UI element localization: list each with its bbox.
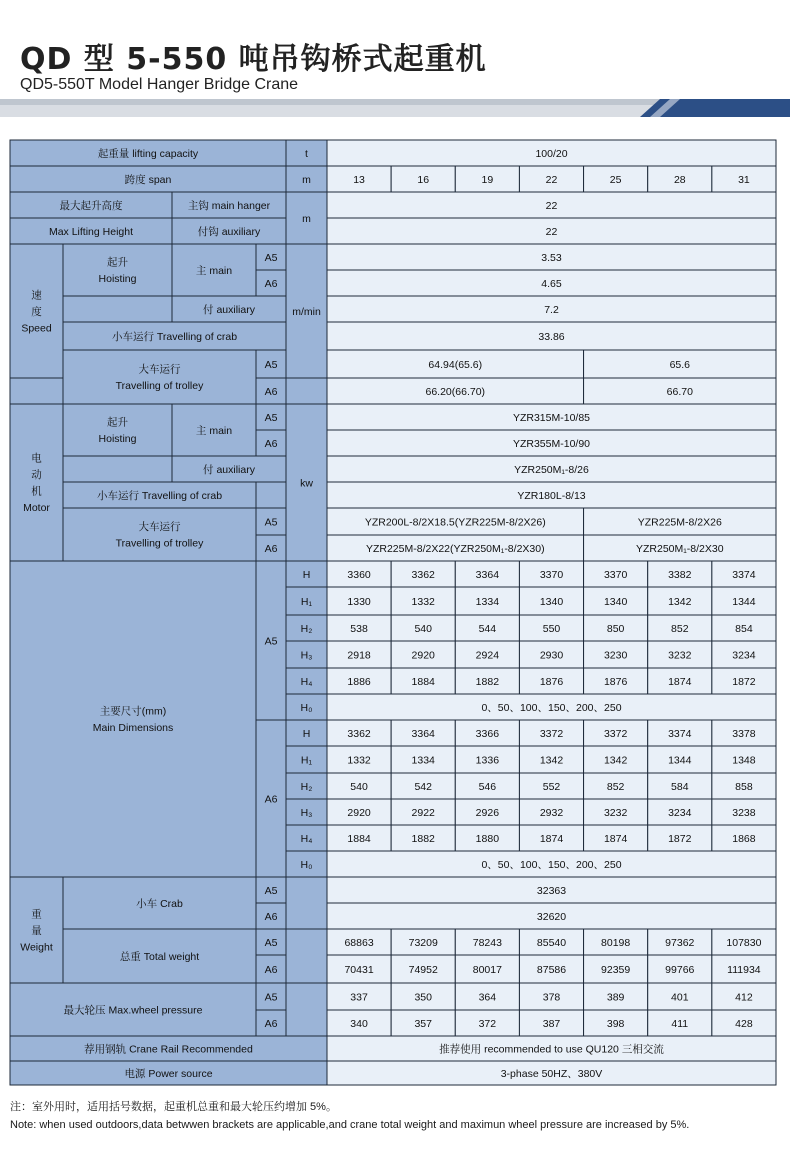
label-speed-crab-text: 小车运行 Travelling of crab [111, 330, 238, 343]
dim-value-text: 2932 [539, 806, 564, 819]
page-subtitle: QD5-550T Model Hanger Bridge Crane [20, 76, 299, 93]
value-motor-main-a6-text: YZR355M-10/90 [512, 437, 591, 450]
dim-value-text: 546 [478, 780, 497, 793]
label-span-text: 跨度 span [124, 173, 172, 186]
dim-value-text: 584 [671, 780, 689, 793]
unit-t-text: t [305, 147, 308, 160]
dim-value-text: 3360 [347, 568, 371, 581]
dim-label-text: H₃ [300, 649, 313, 662]
label-max-lift-zh-text: 最大起升高度 [59, 199, 123, 212]
label-motor-trolley-text: 大车运行 Travelling of trolley [115, 521, 204, 550]
label-motor-crab-text: 小车运行 Travelling of crab [96, 489, 223, 502]
dim-value-text: 1332 [347, 754, 371, 767]
label-motor-trolley [63, 508, 256, 561]
dim-label-text: H [302, 568, 311, 581]
grade-a6-text: A6 [264, 793, 278, 806]
value-crab-weight-a6-text: 32620 [536, 910, 567, 923]
dim-label-text: H₃ [300, 806, 313, 819]
label-motor-aux-text: 付 auxiliary [203, 463, 255, 476]
dim-label-text: H₄ [300, 832, 313, 845]
dim-value-text: 1344 [732, 595, 756, 608]
value-h0-text: 0、50、100、150、200、250 [481, 858, 622, 871]
value-motor-trolley-a5-left-text: YZR200L-8/2X18.5(YZR225M-8/2X26) [364, 516, 546, 529]
dim-value-text: 1884 [347, 832, 371, 845]
unit-m-span-text: m [302, 173, 311, 186]
dim-label-text: H₂ [300, 622, 313, 635]
value-hoist-main-a6-text: 4.65 [541, 277, 562, 290]
wheel-pressure-value-text: 411 [671, 1017, 689, 1030]
grade-a5-text: A5 [264, 358, 278, 371]
label-rail-text: 荐用钢轨 Crane Rail Recommended [84, 1043, 253, 1056]
value-main-height-text: 22 [545, 199, 558, 212]
value-capacity-text: 100/20 [535, 147, 568, 160]
span-value-text: 31 [738, 173, 750, 186]
label-dimensions [10, 561, 256, 877]
grade-a5-text: A5 [264, 884, 278, 897]
unit-kw-text: kw [300, 477, 313, 490]
dim-value-text: 538 [350, 622, 368, 635]
label-main-hanger-text: 主钩 main hanger [187, 199, 271, 212]
dim-value-text: 3232 [668, 649, 692, 662]
label-power-text: 电源 Power source [124, 1067, 213, 1080]
dim-label-h0-text: H₀ [300, 701, 313, 714]
grade-a5-text: A5 [264, 991, 278, 1004]
unit-m-height-text: m [302, 212, 311, 225]
total-weight-value-text: 78243 [472, 936, 502, 949]
dim-value-text: 1874 [603, 832, 628, 845]
total-weight-value-text: 107830 [726, 936, 762, 949]
wheel-pressure-value-text: 337 [350, 991, 368, 1004]
dim-value-text: 2918 [347, 649, 371, 662]
dim-value-text: 2924 [475, 649, 500, 662]
grade-a5-text: A5 [264, 635, 278, 648]
note-zh: 注：室外用时，适用括号数据，起重机总重和最大轮压约增加 5%。 [10, 1101, 337, 1113]
wheel-pressure-value-text: 357 [414, 1017, 432, 1030]
wheel-pressure-value-text: 387 [542, 1017, 561, 1030]
grade-a6-text: A6 [264, 1017, 278, 1030]
dim-value-text: 1876 [539, 675, 564, 688]
total-weight-value-text: 80017 [472, 963, 502, 976]
label-speed-trolley [63, 350, 256, 404]
total-weight-value-text: 80198 [601, 936, 631, 949]
value-crab-weight-a5-text: 32363 [536, 884, 567, 897]
value-motor-trolley-a6-right-text: YZR250M₁-8/2X30 [635, 542, 724, 555]
dim-value-text: 1340 [603, 595, 628, 608]
dim-value-text: 3364 [411, 727, 435, 740]
dim-value-text: 1334 [475, 595, 500, 608]
wheel-pressure-value-text: 401 [671, 991, 689, 1004]
label-motor-main-text: 主 main [195, 424, 233, 437]
label-speed-hoisting [63, 244, 172, 296]
dim-value-text: 1340 [539, 595, 564, 608]
label-total-weight-text: 总重 Total weight [119, 950, 200, 963]
blank-cell [63, 456, 172, 482]
blank-cell [256, 482, 286, 508]
grade-a6-text: A6 [264, 963, 278, 976]
dim-value-text: 3234 [668, 806, 692, 819]
total-weight-value-text: 68863 [344, 936, 374, 949]
dim-label-text: H [302, 727, 311, 740]
span-value-text: 28 [673, 173, 686, 186]
value-motor-trolley-a5-right-text: YZR225M-8/2X26 [637, 516, 722, 529]
dim-value-text: 3234 [732, 649, 756, 662]
dim-value-text: 1336 [475, 754, 500, 767]
dim-value-text: 3374 [732, 568, 756, 581]
dim-value-text: 850 [606, 622, 625, 635]
dim-value-text: 858 [735, 780, 753, 793]
blank-cell [286, 378, 327, 404]
dim-value-text: 3366 [475, 727, 500, 740]
dim-value-text: 540 [350, 780, 368, 793]
label-speed-trolley-text: 大车运行 Travelling of trolley [115, 363, 204, 393]
grade-a6-text: A6 [264, 910, 278, 923]
total-weight-value-text: 74952 [408, 963, 438, 976]
blank-cell [63, 296, 172, 322]
wheel-pressure-value-text: 364 [478, 991, 497, 1004]
value-motor-main-a5-text: YZR315M-10/85 [512, 411, 591, 424]
total-weight-value-text: 87586 [536, 963, 567, 976]
dim-value-text: 1332 [411, 595, 435, 608]
value-trolley-a5-left-text: 64.94(65.6) [428, 358, 483, 371]
value-motor-trolley-a6-left-text: YZR225M-8/2X22(YZR250M₁-8/2X30) [365, 542, 545, 555]
label-motor-hoisting [63, 404, 172, 456]
dim-value-text: 1882 [411, 832, 435, 845]
span-value-text: 16 [417, 173, 430, 186]
total-weight-value-text: 73209 [408, 936, 438, 949]
wheel-pressure-value-text: 412 [735, 991, 753, 1004]
grade-a5-text: A5 [264, 936, 278, 949]
dim-value-text: 1880 [475, 832, 500, 845]
dim-value-text: 3238 [732, 806, 756, 819]
label-speed-aux-text: 付 auxiliary [203, 303, 255, 316]
dim-value-text: 1342 [603, 754, 628, 767]
dim-label-text: H₁ [300, 754, 313, 767]
dim-value-text: 1884 [411, 675, 435, 688]
wheel-pressure-value-text: 398 [606, 1017, 625, 1030]
dim-value-text: 1330 [347, 595, 371, 608]
label-speed-hoisting-text: 起升 Hoisting [98, 256, 137, 286]
value-aux-height-text: 22 [545, 225, 558, 238]
value-hoist-aux-text: 7.2 [544, 303, 559, 316]
dim-value-text: 2920 [347, 806, 371, 819]
grade-a5-text: A5 [264, 411, 278, 424]
dim-value-text: 1342 [539, 754, 564, 767]
total-weight-value-text: 111934 [727, 963, 761, 976]
span-value-text: 19 [481, 173, 494, 186]
total-weight-value-text: 97362 [665, 936, 695, 949]
label-lifting-capacity-text: 起重量 lifting capacity [97, 147, 199, 160]
dim-value-text: 552 [542, 780, 561, 793]
unit-mmin-text: m/min [292, 305, 321, 318]
label-motor-text: 电动机 Motor [23, 452, 50, 515]
dim-value-text: 1874 [539, 832, 564, 845]
wheel-pressure-value-text: 378 [542, 991, 561, 1004]
label-weight-text: 重量 Weight [20, 908, 53, 954]
dim-label-h0-text: H₀ [300, 858, 313, 871]
dim-value-text: 1872 [732, 675, 756, 688]
value-trolley-a6-left-text: 66.20(66.70) [425, 385, 486, 398]
dim-value-text: 3370 [603, 568, 628, 581]
dim-value-text: 3374 [668, 727, 692, 740]
blank-cell [286, 877, 327, 929]
dim-value-text: 542 [414, 780, 432, 793]
dim-value-text: 3364 [475, 568, 500, 581]
total-weight-value-text: 70431 [344, 963, 374, 976]
dim-label-text: H₂ [300, 780, 313, 793]
dim-value-text: 3372 [603, 727, 628, 740]
span-value-text: 13 [353, 173, 365, 186]
dim-value-text: 3370 [539, 568, 564, 581]
dim-value-text: 854 [735, 622, 753, 635]
span-value-text: 22 [545, 173, 558, 186]
dim-value-text: 1868 [732, 832, 756, 845]
grade-a5-text: A5 [264, 516, 278, 529]
value-power-text: 3-phase 50HZ、380V [500, 1067, 603, 1080]
value-rail-text: 推荐使用 recommended to use QU120 三相交流 [439, 1043, 664, 1056]
dim-value-text: 2922 [411, 806, 435, 819]
grade-a5-text: A5 [264, 251, 278, 264]
blank-cell [10, 378, 63, 404]
wheel-pressure-value-text: 350 [414, 991, 432, 1004]
page-title: QD 型 5-550 吨吊钩桥式起重机 [20, 42, 487, 77]
dim-value-text: 1342 [668, 595, 692, 608]
value-h0-text: 0、50、100、150、200、250 [481, 701, 622, 714]
dim-value-text: 852 [671, 622, 689, 635]
blank-cell [286, 929, 327, 983]
span-value-text: 25 [609, 173, 622, 186]
value-hoist-main-a5-text: 3.53 [541, 251, 562, 264]
dim-value-text: 1874 [668, 675, 692, 688]
dim-value-text: 2926 [475, 806, 500, 819]
label-crab-weight-text: 小车 Crab [136, 897, 183, 910]
total-weight-value-text: 92359 [601, 963, 631, 976]
dim-value-text: 2930 [539, 649, 564, 662]
dim-value-text: 1872 [668, 832, 692, 845]
label-max-lift-en-text: Max Lifting Height [48, 225, 134, 238]
total-weight-value-text: 85540 [536, 936, 567, 949]
label-dimensions-text: 主要尺寸(mm) Main Dimensions [92, 705, 174, 735]
dim-value-text: 1886 [347, 675, 371, 688]
dim-value-text: 3230 [603, 649, 628, 662]
wheel-pressure-value-text: 428 [735, 1017, 753, 1030]
grade-a6-text: A6 [264, 542, 278, 555]
value-crab-speed-text: 33.86 [538, 330, 565, 343]
dim-value-text: 1882 [475, 675, 500, 688]
wheel-pressure-value-text: 389 [606, 991, 625, 1004]
grade-a6-text: A6 [264, 277, 278, 290]
dim-value-text: 3362 [347, 727, 371, 740]
dim-value-text: 852 [606, 780, 625, 793]
dim-label-text: H₄ [300, 675, 313, 688]
footnotes [10, 1098, 689, 1136]
total-weight-value-text: 99766 [665, 963, 695, 976]
dim-value-text: 3382 [668, 568, 692, 581]
label-motor [10, 404, 63, 561]
dim-value-text: 540 [414, 622, 432, 635]
dim-value-text: 3378 [732, 727, 756, 740]
dim-value-text: 2920 [411, 649, 435, 662]
label-wheel-pressure-text: 最大轮压 Max.wheel pressure [63, 1004, 203, 1017]
label-speed-text: 速度 Speed [21, 289, 52, 335]
grade-a6-text: A6 [264, 385, 278, 398]
note-en: Note: when used outdoors,data betwwen brackets are applicable,and crane total weight and maximun wheel pressure are increased by 5%. [10, 1119, 690, 1131]
dim-label-text: H₁ [300, 595, 313, 608]
dim-value-text: 3372 [539, 727, 564, 740]
wheel-pressure-value-text: 340 [350, 1017, 368, 1030]
dim-value-text: 1334 [411, 754, 435, 767]
dim-value-text: 1876 [603, 675, 628, 688]
wheel-pressure-value-text: 372 [478, 1017, 497, 1030]
dim-value-text: 1348 [732, 754, 756, 767]
dim-value-text: 3362 [411, 568, 435, 581]
dim-value-text: 1344 [668, 754, 692, 767]
dim-value-text: 550 [542, 622, 561, 635]
dim-value-text: 544 [478, 622, 497, 635]
blank-cell [286, 983, 327, 1036]
value-motor-crab-text: YZR180L-8/13 [517, 489, 586, 502]
label-aux-hanger-text: 付钩 auxiliary [197, 225, 261, 238]
label-speed-main-text: 主 main [195, 264, 233, 277]
value-trolley-a5-right-text: 65.6 [669, 358, 691, 371]
value-trolley-a6-right-text: 66.70 [666, 385, 693, 398]
value-motor-aux-text: YZR250M₁-8/26 [514, 463, 589, 476]
dim-value-text: 3232 [603, 806, 628, 819]
label-motor-hoisting-text: 起升 Hoisting [98, 416, 137, 446]
grade-a6-text: A6 [264, 437, 278, 450]
